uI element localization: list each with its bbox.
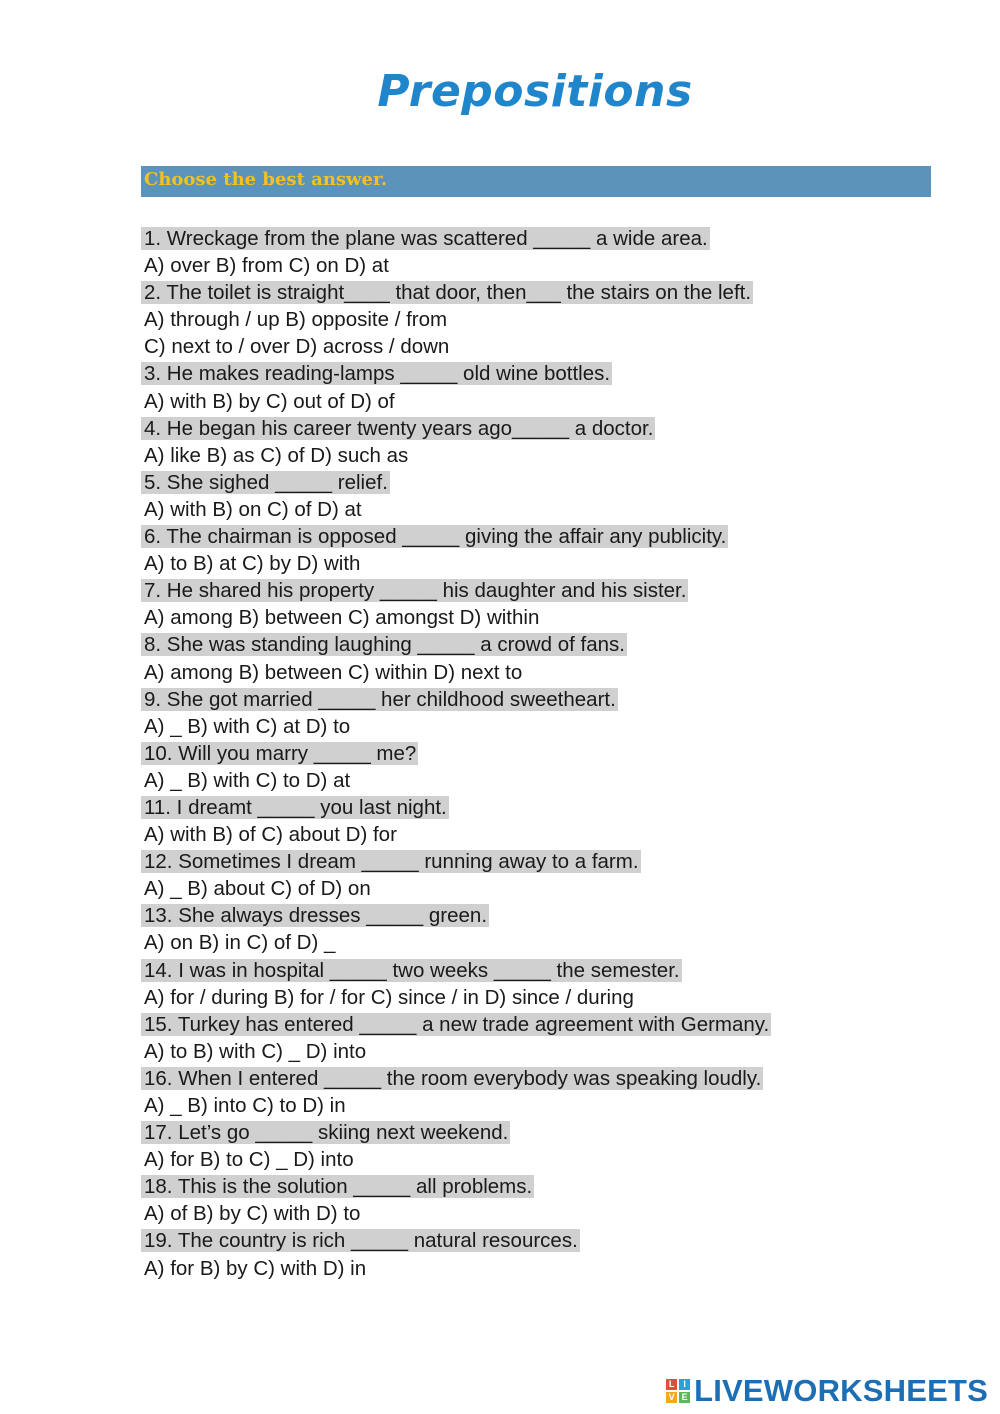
question-item [141,415,931,469]
question-item [141,957,931,1011]
question-item [141,848,931,902]
question-line [141,1227,931,1254]
answer-options: A) with B) of C) about D) for [144,823,397,847]
instruction-banner [141,166,931,197]
question-text: 17. Let’s go _____ skiing next weekend. [141,1121,510,1144]
question-item [141,523,931,577]
question-text: 13. She always dresses _____ green. [141,904,489,927]
question-line [141,1119,931,1146]
question-line [141,686,931,713]
question-item [141,1227,931,1281]
answer-options: A) _ B) into C) to D) in [144,1094,346,1117]
question-text: 4. He began his career twenty years ago_____ a doctor. [141,417,655,440]
question-text: 10. Will you marry _____ me? [141,742,418,765]
question-text: 18. This is the solution _____ all problems. [141,1175,534,1198]
question-text: 1. Wreckage from the plane was scattered _____ a wide area. [141,227,710,250]
answer-options: A) to B) with C) _ D) into [144,1039,367,1063]
answer-options: A) _ B) with C) to D) at [144,768,351,792]
question-text: 11. I dreamt _____ you last night. [141,796,449,819]
question-line [141,279,931,306]
logo-mark-letter: I [679,1379,690,1390]
question-line [141,1065,931,1092]
answer-options: A) for B) to C) _ D) into [144,1148,354,1172]
question-text: 9. She got married _____ her childhood sweetheart. [141,688,618,711]
question-item [141,1119,931,1173]
question-item [141,1065,931,1119]
answer-options: A) _ B) with C) at D) to [144,714,351,738]
question-text: 3. He makes reading-lamps _____ old wine bottles. [141,362,612,385]
logo-mark-letter: L [666,1379,677,1390]
answer-options: A) on B) in C) of D) _ [144,931,336,955]
question-list [141,225,931,1282]
logo-mark-letter: E [679,1392,690,1403]
question-line [141,1173,931,1200]
answer-options: A) to B) at C) by D) with [144,552,361,576]
question-item [141,577,931,631]
question-text: 14. I was in hospital _____ two weeks _____ the semester. [141,959,682,982]
question-text: 16. When I entered _____ the room everybody was speaking loudly. [141,1067,763,1090]
question-line [141,1011,931,1038]
liveworksheets-logo [666,1374,988,1408]
question-item [141,740,931,794]
question-item [141,225,931,279]
logo-text: LIVEWORKSHEETS [694,1373,988,1408]
answer-options: A) among B) between C) amongst D) within [144,606,540,630]
answer-options: A) for / during B) for / for C) since / in D) since / during [144,985,634,1009]
answer-options: A) with B) by C) out of D) of [144,389,395,413]
answer-options: A) among B) between C) within D) next to [144,660,523,684]
question-line [141,902,931,929]
answer-options: A) _ B) about C) of D) on [144,877,371,901]
question-line [141,360,931,387]
question-line [141,523,931,550]
answer-options: A) of B) by C) with D) to [144,1202,361,1226]
question-item [141,279,931,360]
question-line [141,225,931,252]
instruction-text: Choose the best answer. [144,169,388,190]
question-line [141,957,931,984]
question-line [141,469,931,496]
question-item [141,1173,931,1227]
question-text: 6. The chairman is opposed _____ giving the affair any publicity. [141,525,728,548]
question-item [141,902,931,956]
question-item [141,360,931,414]
question-text: 2. The toilet is straight____ that door, then___ the stairs on the left. [141,281,753,304]
question-item [141,631,931,685]
question-line [141,848,931,875]
question-text: 15. Turkey has entered _____ a new trade agreement with Germany. [141,1013,771,1036]
answer-options: A) like B) as C) of D) such as [144,443,409,467]
question-text: 8. She was standing laughing _____ a crowd of fans. [141,633,627,656]
question-text: 5. She sighed _____ relief. [141,471,390,494]
logo-mark-icon [666,1379,690,1403]
question-item [141,1011,931,1065]
question-text: 12. Sometimes I dream _____ running away to a farm. [141,850,641,873]
question-text: 19. The country is rich _____ natural resources. [141,1229,580,1252]
question-line [141,415,931,442]
answer-options: A) over B) from C) on D) at [144,254,389,278]
answer-options: A) with B) on C) of D) at [144,497,362,521]
worksheet-title: Prepositions [377,66,693,117]
question-item [141,794,931,848]
question-line [141,794,931,821]
question-line [141,577,931,604]
answer-options: A) for B) by C) with D) in [144,1256,367,1280]
question-line [141,631,931,658]
answer-options: C) next to / over D) across / down [144,335,450,359]
answer-options: A) through / up B) opposite / from [144,308,448,332]
question-item [141,686,931,740]
question-item [141,469,931,523]
question-line [141,740,931,767]
logo-mark-letter: V [666,1392,677,1403]
question-text: 7. He shared his property _____ his daughter and his sister. [141,579,688,602]
